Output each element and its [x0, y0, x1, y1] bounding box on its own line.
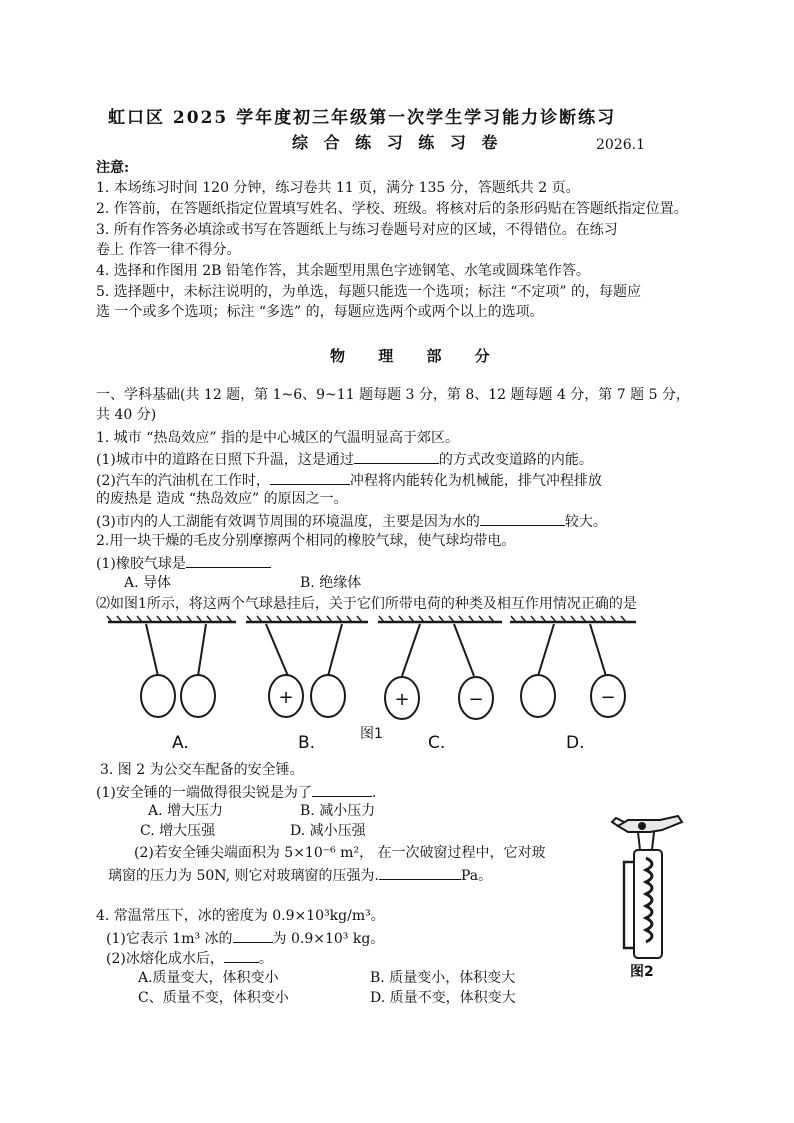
answer-blank[interactable]	[480, 510, 565, 526]
answer-blank[interactable]	[354, 448, 439, 464]
notes-heading: 注意:	[96, 160, 130, 176]
note-item: 2. 作答前，在答题纸指定位置填写姓名、学校、班级。将核对后的条形码贴在答题纸指定位置。	[96, 201, 688, 217]
figure-2-caption: 图2	[630, 964, 654, 980]
q4-stem: 4. 常温常压下，冰的密度为 0.9×10³kg/m³。	[96, 908, 385, 924]
q4-option-a[interactable]: A.质量变大，体积变小	[138, 970, 279, 986]
balloon-a-left	[141, 675, 175, 717]
answer-blank[interactable]	[312, 781, 372, 797]
exam-title: 虹口区 2025 学年度初三年级第一次学生学习能力诊断练习	[108, 108, 617, 128]
q3-stem: 3. 图 2 为公交车配备的安全锤。	[100, 762, 304, 778]
section-title: 物 理 部 分	[330, 347, 504, 365]
figure-1-caption: 图1	[360, 726, 383, 742]
figure-option-label[interactable]: C.	[428, 733, 446, 753]
q4-part2: (2)冰熔化成水后， 。	[106, 947, 273, 969]
note-item: 3. 所有作答务必填涂或书写在答题纸上与练习卷题号对应的区域，不得错位。在练习	[96, 222, 618, 238]
exam-date: 2026.1	[596, 137, 645, 153]
balloon-a-right	[181, 675, 215, 717]
charge-sign: +	[278, 687, 294, 708]
figure-option-label[interactable]: A.	[172, 733, 189, 753]
figure-1-balloons	[106, 614, 702, 766]
note-item: 选 一个或多个选项；标注 “多选” 的，每题应选两个或两个以上的选项。	[96, 304, 544, 320]
q1-part2: (2)汽车的汽油机在工作时， 冲程将内能转化为机械能，排气冲程排放	[96, 469, 602, 491]
note-item: 1. 本场练习时间 120 分钟，练习卷共 11 页，满分 135 分，答题纸共 2 页。	[96, 180, 580, 196]
q4-option-d[interactable]: D. 质量不变，体积变大	[370, 990, 516, 1006]
figure-option-label[interactable]: D.	[566, 733, 585, 753]
q4-part1: (1)它表示 1m³ 冰的 为 0.9×10³ kg。	[106, 927, 384, 949]
q1-part3: (3)市内的人工湖能有效调节周围的环境温度，主要是因为水的 较大。	[96, 510, 607, 532]
q3-option-c[interactable]: C. 增大压强	[140, 823, 216, 839]
figure-2-safety-hammer	[598, 808, 694, 988]
figure-option-label[interactable]: B.	[298, 733, 316, 753]
q3-part1: (1)安全锤的一端做得很尖锐是为了 .	[96, 781, 376, 803]
answer-blank[interactable]	[379, 864, 461, 880]
q3-option-a[interactable]: A. 增大压力	[148, 803, 224, 819]
q1-part1: (1)城市中的道路在日照下升温，这是通过 的方式改变道路的内能。	[96, 448, 593, 470]
q3-part2-cont: 璃窗的压力为 50N, 则它对玻璃窗的压强为. Pa。	[108, 864, 492, 886]
balloon-b-right	[311, 675, 345, 717]
note-item: 4. 选择和作图用 2B 铅笔作答，其余题型用黑色字迹钢笔、水笔或圆珠笔作答。	[96, 263, 590, 279]
exam-subtitle: 综 合 练 习 练 习 卷	[292, 133, 503, 152]
q1-part2-cont: 的废热是 造成 “热岛效应” 的原因之一。	[96, 491, 348, 507]
q4-option-c[interactable]: C、质量不变，体积变小	[138, 990, 289, 1006]
balloon-d-left	[521, 675, 555, 717]
answer-blank[interactable]	[233, 927, 273, 943]
q2-option-a[interactable]: A. 导体	[124, 575, 172, 591]
note-item: 卷上 作答一律不得分。	[96, 242, 241, 258]
answer-blank[interactable]	[224, 947, 259, 963]
answer-blank[interactable]	[186, 552, 271, 568]
q3-part2: (2)若安全锤尖端面积为 5×10⁻⁶ m²， 在一次破窗过程中，它对玻	[134, 845, 546, 861]
q3-option-d[interactable]: D. 减小压强	[290, 823, 366, 839]
q2-part2: ⑵如图1所示，将这两个气球悬挂后，关于它们所带电荷的种类及相互作用情况正确的是	[96, 596, 637, 612]
q2-part1: (1)橡胶气球是	[96, 552, 271, 574]
q2-stem: 2.用一块干燥的毛皮分别摩擦两个相同的橡胶气球，使气球均带电。	[96, 533, 516, 549]
q3-option-b[interactable]: B. 减小压力	[300, 803, 376, 819]
note-item: 5. 选择题中，未标注说明的，为单选，每题只能选一个选项；标注 “不定项” 的，每题应	[96, 284, 642, 300]
q4-option-b[interactable]: B. 质量变小，体积变大	[370, 970, 516, 986]
charge-sign: −	[600, 687, 616, 708]
q2-option-b[interactable]: B. 绝缘体	[300, 575, 362, 591]
part1-heading: 一、学科基础(共 12 题，第 1~6、9~11 题每题 3 分，第 8、12 题每题 4 分，第 7 题 5 分，	[96, 387, 690, 403]
answer-blank[interactable]	[270, 469, 350, 485]
part1-heading-cont: 共 40 分)	[96, 407, 157, 423]
q1-stem: 1. 城市 “热岛效应” 指的是中心城区的气温明显高于郊区。	[96, 430, 460, 446]
charge-sign: +	[394, 689, 410, 710]
charge-sign: −	[468, 689, 484, 710]
